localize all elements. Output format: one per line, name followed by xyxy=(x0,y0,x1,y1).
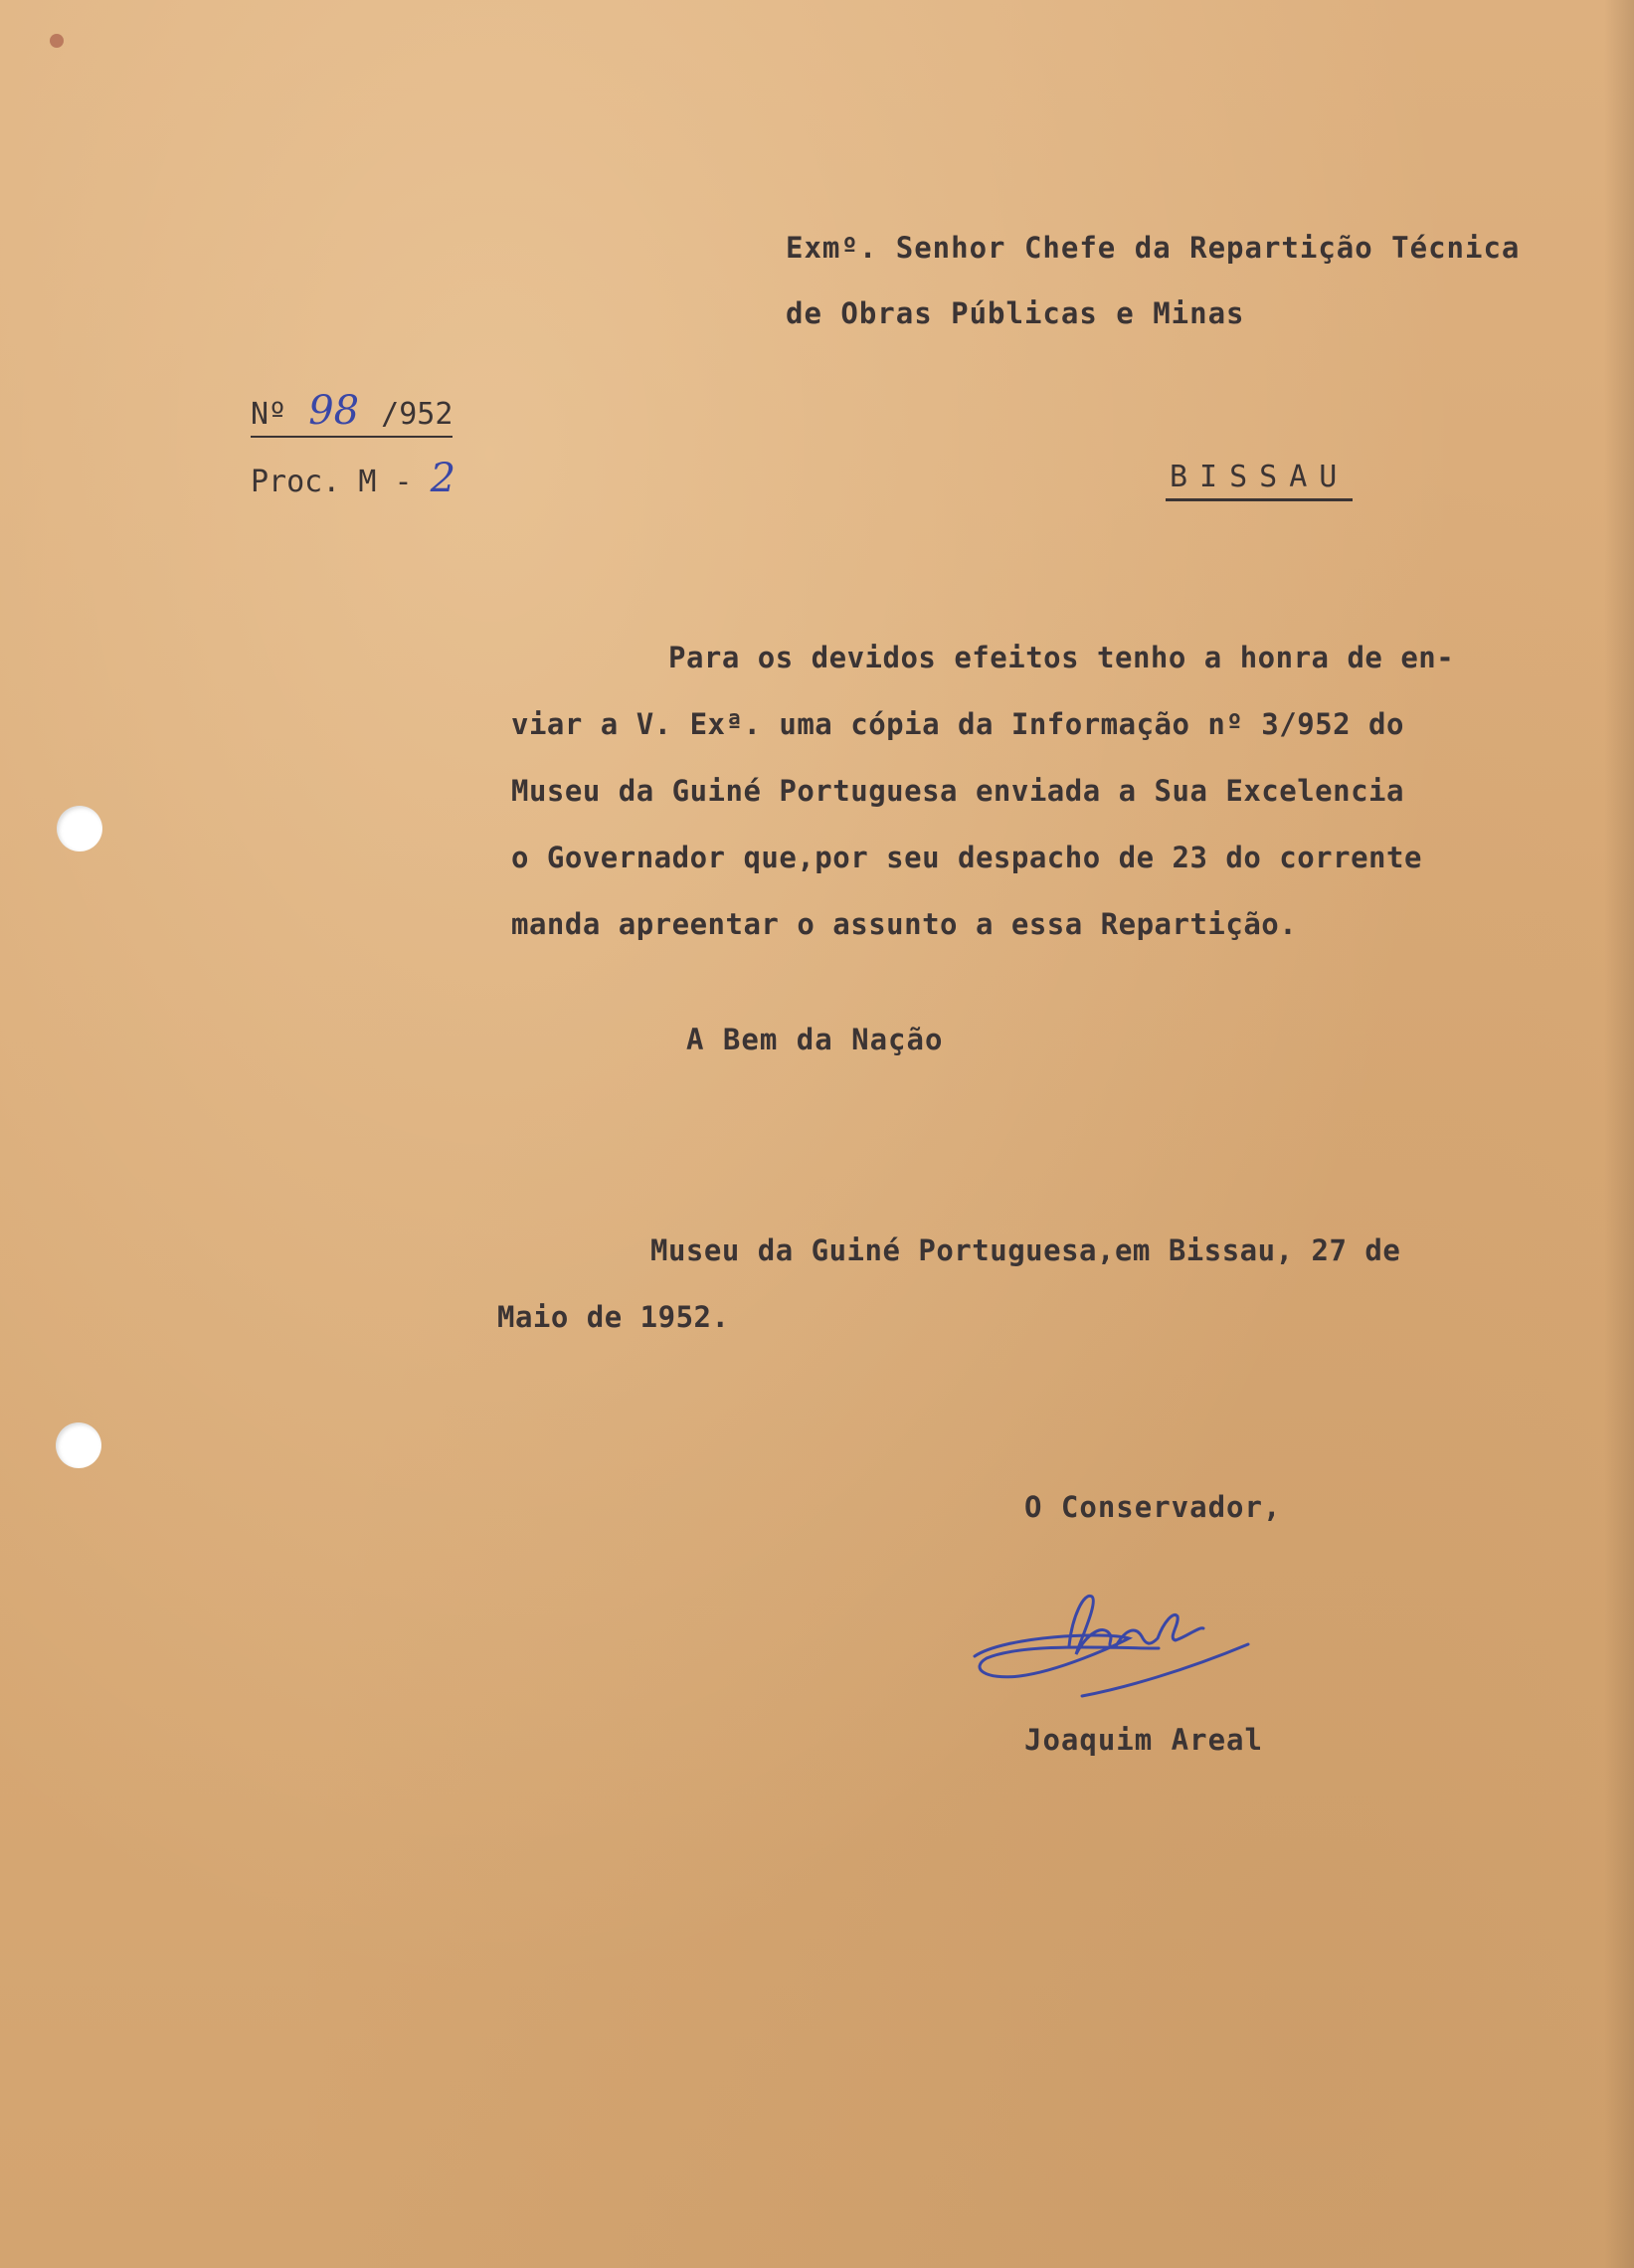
city-heading: BISSAU xyxy=(1166,460,1353,501)
letter-body xyxy=(511,625,1555,958)
place-date-line-1: Museu da Guiné Portuguesa,em Bissau, 27 de xyxy=(650,1233,1401,1267)
reference-number-handwritten: 98 xyxy=(308,388,360,434)
addressee-line-1: Exmº. Senhor Chefe da Repartição Técnica xyxy=(786,231,1521,265)
signer-name: Joaquim Areal xyxy=(1024,1723,1263,1757)
process-number-handwritten: 2 xyxy=(430,456,456,501)
signature-role: O Conservador, xyxy=(1024,1490,1282,1524)
process-reference xyxy=(251,456,455,501)
body-line-3: Museu da Guiné Portuguesa enviada a Sua Excelencia xyxy=(511,774,1404,808)
body-line-2: viar a V. Exª. uma cópia da Informação nº 3/952 do xyxy=(511,707,1404,741)
addressee-line-2: de Obras Públicas e Minas xyxy=(786,296,1245,330)
paper-edge-shadow xyxy=(1604,0,1634,2268)
body-line-5: manda apreentar o assunto a essa Repartição. xyxy=(511,907,1298,941)
corner-stain xyxy=(50,34,64,48)
reference-year: /952 xyxy=(381,397,454,432)
handwritten-signature xyxy=(965,1577,1273,1706)
body-line-1: Para os devidos efeitos tenho a honra de en- xyxy=(668,641,1455,674)
punch-hole-top xyxy=(57,806,102,851)
punch-hole-bottom xyxy=(56,1422,101,1468)
process-label: Proc. M - xyxy=(251,465,413,499)
place-date-line-2: Maio de 1952. xyxy=(497,1300,730,1334)
reference-number xyxy=(251,388,453,438)
place-and-date xyxy=(497,1218,1400,1351)
salutation: A Bem da Nação xyxy=(686,1023,944,1056)
body-line-4: o Governador que,por seu despacho de 23 do corrente xyxy=(511,841,1422,874)
reference-prefix: Nº xyxy=(251,397,287,432)
